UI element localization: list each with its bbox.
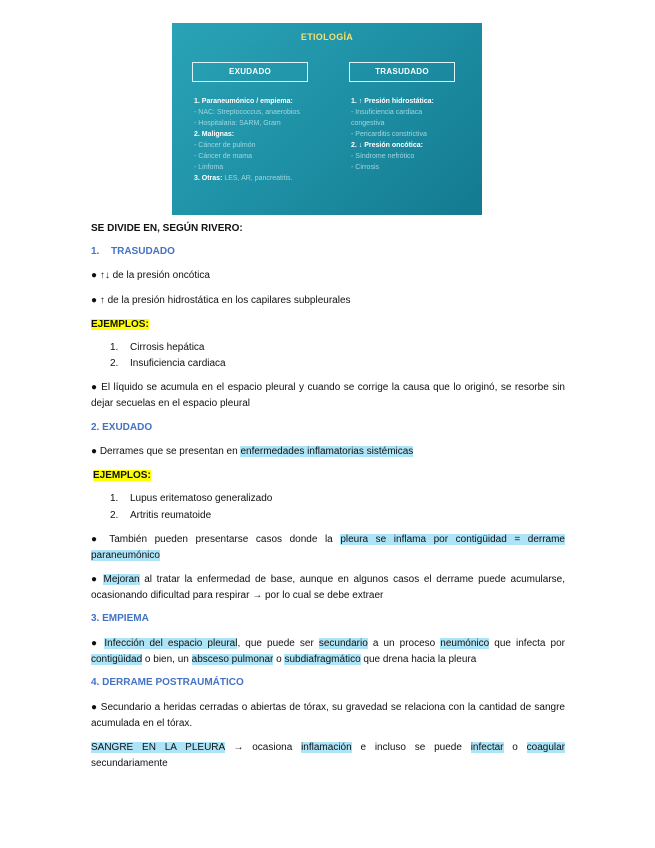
para-text: , que puede ser <box>237 638 319 649</box>
para-text: al tratar la enfermedad de base, aunque en algunos casos el derrame puede acumularse, ocasionando dificultad para respirar → por lo cual se debe extraer <box>91 574 565 601</box>
slide-line <box>194 118 324 129</box>
para-text: que infecta por <box>489 638 566 649</box>
section-title: TRASUDADO <box>111 246 175 257</box>
highlight: SANGRE EN LA PLEURA <box>91 742 225 753</box>
examples-label: EJEMPLOS: <box>93 470 151 481</box>
highlight: enfermedades inflamatorias sistémicas <box>240 446 414 457</box>
postraumatico-paragraph-2 <box>91 740 565 772</box>
highlight: Mejoran <box>103 574 140 585</box>
highlight: neumónico <box>440 638 490 649</box>
trasudado-paragraph: ● El líquido se acumula en el espacio pleural y cuando se corrige la causa que lo originó, se resorbe sin dejar secuelas en el espacio pleural <box>91 382 565 409</box>
slide-line <box>351 140 471 151</box>
slide-line-text: 1. ↑ Presión hidrostática: <box>351 98 434 105</box>
list-item <box>110 357 226 371</box>
section-postraumatico-heading: 4. DERRAME POSTRAUMÁTICO <box>91 677 244 688</box>
slide-line-text: 1. Paraneumónico / empiema: <box>194 98 293 105</box>
exudado-paragraph-1 <box>91 532 565 564</box>
para-text: o <box>273 654 285 665</box>
list-item <box>110 492 272 506</box>
slide-line <box>351 129 471 140</box>
slide-line-text: 2. Malignas: <box>194 131 235 138</box>
highlight: secundario <box>318 638 368 649</box>
section-number: 1. <box>91 246 100 257</box>
slide-line-text: - Cáncer de pulmón <box>194 142 256 149</box>
slide-line-text: - Pericarditis constrictiva <box>351 131 427 138</box>
slide-line-text: 2. ↓ Presión oncótica: <box>351 142 423 149</box>
list-number: 1. <box>110 493 119 504</box>
slide-line <box>194 151 324 162</box>
slide-line <box>194 96 324 107</box>
slide-line <box>194 162 324 173</box>
para-text: ● También pueden presentarse casos donde la <box>91 534 341 545</box>
para-text: que drena hacia la pleura <box>360 654 477 665</box>
section-exudado-heading: 2. EXUDADO <box>91 422 153 433</box>
slide-line <box>194 129 324 140</box>
highlight: inflamación <box>301 742 352 753</box>
slide-exudado-list <box>194 96 324 184</box>
para-text: o <box>503 742 527 753</box>
list-text: Lupus eritematoso generalizado <box>130 493 273 504</box>
highlight: contigüidad <box>91 654 143 665</box>
slide-line-text: - Insuficiencia cardiaca <box>351 109 423 116</box>
slide-line-text: - Cáncer de mama <box>194 153 252 160</box>
slide-title: ETIOLOGÍA <box>300 32 354 42</box>
slide-line <box>194 140 324 151</box>
slide-trasudado-list <box>351 96 471 173</box>
slide-line-text: 3. Otras: <box>194 175 223 182</box>
section-empiema-heading: 3. EMPIEMA <box>91 613 149 624</box>
section-trasudado-heading <box>91 245 175 259</box>
slide-line <box>351 151 471 162</box>
list-item <box>110 341 204 355</box>
slide-line <box>351 96 471 107</box>
slide-line-text: - Hospitalaria: SARM, Gram <box>194 120 281 127</box>
exudado-examples-label <box>93 469 151 483</box>
slide-line-text: - Linfoma <box>194 164 224 171</box>
highlight: pleura se inflama por contigüidad = derrame paraneumónico <box>91 534 565 561</box>
postraumatico-paragraph-1: ● Secundario a heridas cerradas o abiertas de tórax, su gravedad se relaciona con la cantidad de sangre acumulada en el tórax. <box>91 702 565 729</box>
list-text: Artritis reumatoide <box>130 510 212 521</box>
slide-trasudado-header: TRASUDADO <box>349 62 455 82</box>
trasudado-bullet-1: ● ↑↓ de la presión oncótica <box>91 270 210 281</box>
highlight: subdiafragmático <box>284 654 361 665</box>
examples-label: EJEMPLOS: <box>91 319 149 330</box>
bullet-text: ● Derrames que se presentan en <box>91 446 241 457</box>
trasudado-bullet-2: ● ↑ de la presión hidrostática en los capilares subpleurales <box>91 295 351 306</box>
slide-line <box>194 107 324 118</box>
slide-line-text: - Síndrome nefrótico <box>351 153 415 160</box>
slide-line-text: congestiva <box>351 120 385 127</box>
empiema-paragraph <box>91 636 565 668</box>
trasudado-examples-label <box>91 318 149 332</box>
para-text: a un proceso <box>367 638 441 649</box>
highlight: Infección del espacio pleural <box>104 638 238 649</box>
slide-line <box>351 118 471 129</box>
etiologia-slide-image <box>172 23 482 215</box>
list-number: 1. <box>110 342 119 353</box>
highlight: infectar <box>470 742 504 753</box>
list-text: Cirrosis hepática <box>130 342 205 353</box>
bullet-text: ● <box>91 638 105 649</box>
bullet-text: ● <box>91 574 104 585</box>
slide-line <box>351 107 471 118</box>
para-text: → ocasiona <box>224 742 302 753</box>
para-text: e incluso se puede <box>351 742 471 753</box>
slide-line-rest: LES, AR, pancreatitis. <box>222 175 293 182</box>
list-number: 2. <box>110 510 119 521</box>
slide-line-text: - Cirrosis <box>351 164 379 171</box>
list-number: 2. <box>110 358 119 369</box>
slide-line-text: - NAC: Streptococcus, anaerobios <box>194 109 300 116</box>
list-item <box>110 509 211 523</box>
exudado-bullet-1 <box>91 445 413 459</box>
slide-line <box>351 162 471 173</box>
para-text: o bien, un <box>142 654 192 665</box>
list-text: Insuficiencia cardiaca <box>130 358 226 369</box>
slide-exudado-header: EXUDADO <box>192 62 308 82</box>
exudado-paragraph-2 <box>91 572 565 604</box>
intro-heading: SE DIVIDE EN, SEGÚN RIVERO: <box>91 223 243 234</box>
slide-line <box>194 173 324 184</box>
highlight: coagular <box>526 742 566 753</box>
para-text: secundariamente <box>91 758 168 769</box>
highlight: absceso pulmonar <box>191 654 274 665</box>
